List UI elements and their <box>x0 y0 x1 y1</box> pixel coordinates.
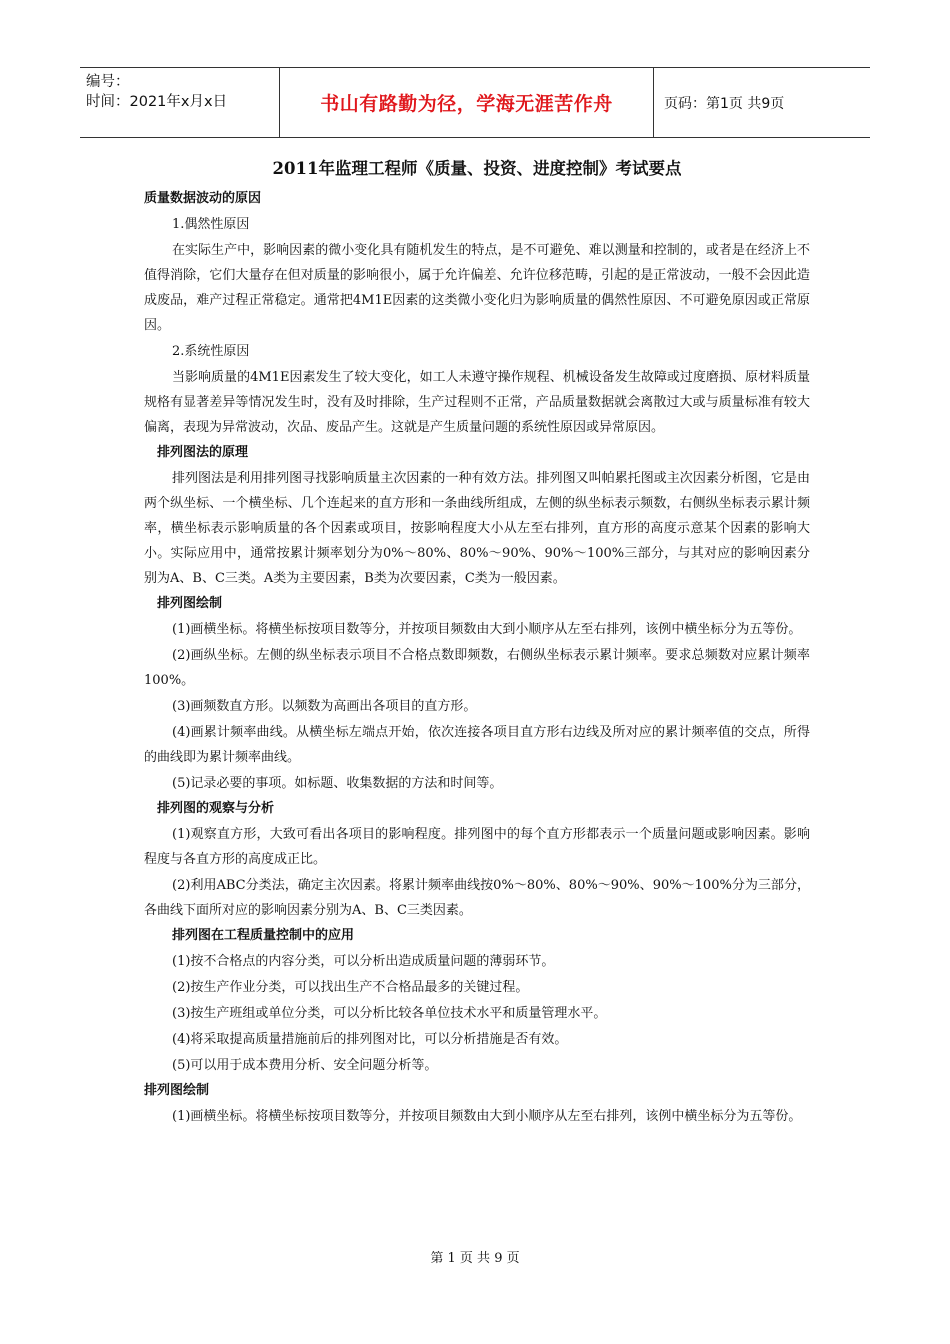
paragraph: 2.系统性原因 <box>172 344 250 359</box>
section-heading: 排列图绘制 <box>144 1083 210 1098</box>
paragraph: (2)利用ABC分类法，确定主次因素。将累计频率曲线按0%～80%、80%～90%、90%～100%分为三部分，各曲线下面所对应的影响因素分别为A、B、C三类因素。 <box>144 878 810 918</box>
header-motto: 书山有路勤为径，学海无涯苦作舟 <box>280 68 654 137</box>
paragraph: 排列图法是利用排列图寻找影响质量主次因素的一种有效方法。排列图又叫帕累托图或主次因素分析图，它是由两个纵坐标、一个横坐标、几个连起来的直方形和一条曲线所组成，左侧的纵坐标表示频数，右侧纵坐标表示累计频率，横坐标表示影响质量的各个因素或项目，按影响程度大小从左至右排列，直方形的高度示意某个因素的影响大小。实际应用中，通常按累计频率划分为0%～80%、80%～90%、90%～100%三部分，与其对应的影响因素分别为A、B、C三类。A类为主要因素，B类为次要因素，C类为一般因素。 <box>144 471 810 586</box>
page-footer: 第 1 页 共 9 页 <box>430 1251 520 1266</box>
section-heading: 排列图在工程质量控制中的应用 <box>172 928 355 943</box>
document-body <box>144 157 810 1130</box>
section-heading: 排列图的观察与分析 <box>157 801 275 816</box>
document-time-label: 时间：2021年x月x日 <box>86 94 228 110</box>
document-title: 2011年监理工程师《质量、投资、进度控制》考试要点 <box>272 159 682 178</box>
paragraph: (1)画横坐标。将横坐标按项目数等分，并按项目频数由大到小顺序从左至右排列，该例中横坐标分为五等份。 <box>172 1109 802 1124</box>
section-heading: 排列图法的原理 <box>157 445 249 460</box>
paragraph: (1)画横坐标。将横坐标按项目数等分，并按项目频数由大到小顺序从左至右排列，该例中横坐标分为五等份。 <box>172 622 802 637</box>
section-heading: 质量数据波动的原因 <box>144 191 262 206</box>
document-number-label: 编号： <box>86 74 130 90</box>
paragraph: 当影响质量的4M1E因素发生了较大变化，如工人未遵守操作规程、机械设备发生故障或过度磨损、原材料质量规格有显著差异等情况发生时，没有及时排除，生产过程则不正常，产品质量数据就会离散过大或与质量标准有较大偏离，表现为异常波动，次品、废品产生。这就是产生质量问题的系统性原因或异常原因。 <box>144 370 810 435</box>
paragraph: (5)记录必要的事项。如标题、收集数据的方法和时间等。 <box>172 776 503 791</box>
paragraph: (4)将采取提高质量措施前后的排列图对比，可以分析措施是否有效。 <box>172 1032 568 1047</box>
paragraph: (1)观察直方形，大致可看出各项目的影响程度。排列图中的每个直方形都表示一个质量问题或影响因素。影响程度与各直方形的高度成正比。 <box>144 827 810 867</box>
paragraph: 1.偶然性原因 <box>172 217 250 232</box>
paragraph: (5)可以用于成本费用分析、安全问题分析等。 <box>172 1058 438 1073</box>
paragraph: (2)按生产作业分类，可以找出生产不合格品最多的关键过程。 <box>172 980 529 995</box>
paragraph: (1)按不合格点的内容分类，可以分析出造成质量问题的薄弱环节。 <box>172 954 555 969</box>
header-table <box>80 67 870 138</box>
paragraph: 在实际生产中，影响因素的微小变化具有随机发生的特点，是不可避免、难以测量和控制的，或者是在经济上不值得消除，它们大量存在但对质量的影响很小，属于允许偏差、允许位移范畴，引起的是正常波动，一般不会因此造成废品，难产过程正常稳定。通常把4M1E因素的这类微小变化归为影响质量的偶然性原因、不可避免原因或正常原因。 <box>144 243 810 333</box>
paragraph: (2)画纵坐标。左侧的纵坐标表示项目不合格点数即频数，右侧纵坐标表示累计频率。要求总频数对应累计频率100%。 <box>144 648 810 688</box>
paragraph: (3)画频数直方形。以频数为高画出各项目的直方形。 <box>172 699 477 714</box>
paragraph: (4)画累计频率曲线。从横坐标左端点开始，依次连接各项目直方形右边线及所对应的累计频率值的交点，所得的曲线即为累计频率曲线。 <box>144 725 810 765</box>
section-heading: 排列图绘制 <box>157 596 223 611</box>
header-meta-cell <box>80 68 280 137</box>
header-page-info: 页码：第1页 共9页 <box>664 95 785 112</box>
paragraph: (3)按生产班组或单位分类，可以分析比较各单位技术水平和质量管理水平。 <box>172 1006 607 1021</box>
